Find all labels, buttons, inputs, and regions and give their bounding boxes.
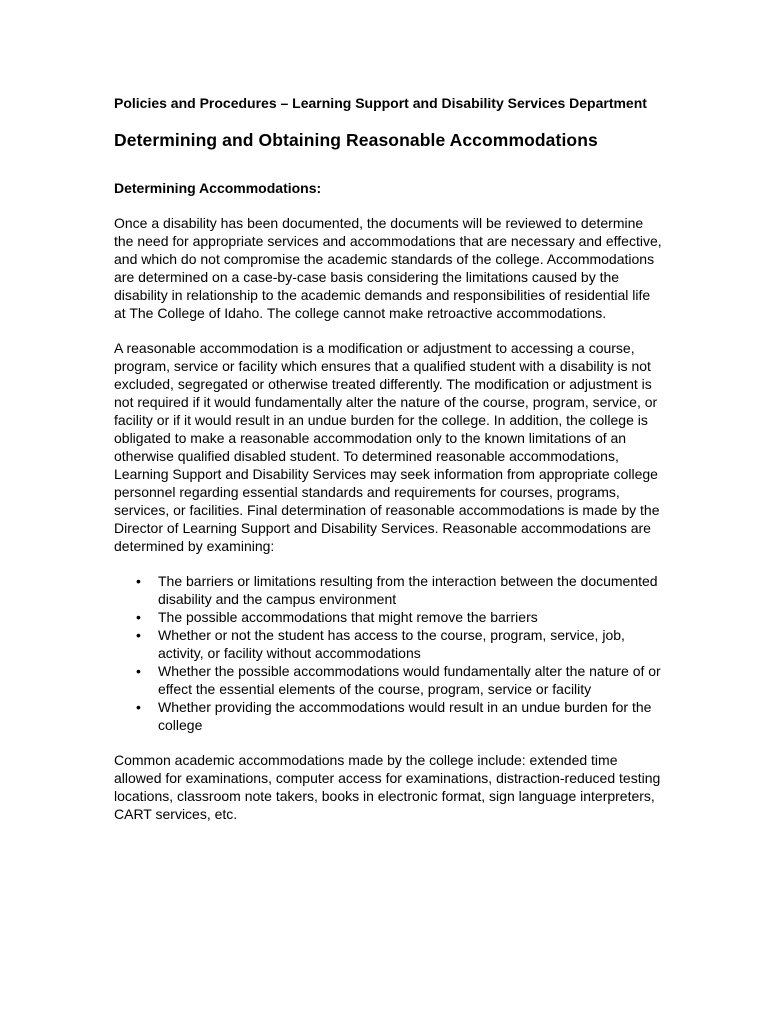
list-item: [136, 662, 662, 698]
paragraph-3: Common academic accommodations made by the college include: extended time allowed for examinations, computer access for examinations, distraction-reduced testing locations, classroom note takers, books in electronic format, sign language interpreters, CART services, etc.: [114, 752, 661, 822]
paragraph-2: A reasonable accommodation is a modification or adjustment to accessing a course, program, service or facility which ensures that a qualified student with a disability is not excluded, segregated or otherwise treated differently. The modification or adjustment is not required if it would fundamentally alter the nature of the course, program, service, or facility or if it would result in an undue burden for the college. In addition, the college is obligated to make a reasonable accommodation only to the known limitations of an otherwise qualified disabled student. To determined reasonable accommodations, Learning Support and Disability Services may seek information from appropriate college personnel regarding essential standards and requirements for courses, programs, services, or facilities. Final determination of reasonable accommodations is made by the Director of Learning Support and Disability Services. Reasonable accommodations are determined by examining:: [114, 340, 660, 554]
paragraph-1: Once a disability has been documented, the documents will be reviewed to determine the need for appropriate services and accommodations that are necessary and effective, and which do not compromise the academic standards of the college. Accommodations are determined on a case-by-case basis considering the limitations caused by the disability in relationship to the academic demands and responsibilities of residential life at The College of Idaho. The college cannot make retroactive accommodations.: [114, 215, 662, 321]
list-item-text: Whether or not the student has access to the course, program, service, job, activity, or facility without accommodations: [158, 627, 625, 661]
list-item: [136, 698, 662, 734]
bullet-icon: •: [136, 663, 141, 679]
bullet-icon: •: [136, 609, 141, 625]
bullet-icon: •: [136, 573, 141, 589]
document-title: Determining and Obtaining Reasonable Accommodations: [114, 130, 598, 150]
bullet-icon: •: [136, 627, 141, 643]
document-page: [114, 94, 662, 823]
department-heading: Policies and Procedures – Learning Support and Disability Services Department: [114, 95, 647, 111]
list-item-text: Whether providing the accommodations would result in an undue burden for the college: [158, 699, 652, 733]
list-item-text: The possible accommodations that might remove the barriers: [158, 609, 538, 625]
list-item: [136, 572, 662, 608]
bullet-icon: •: [136, 699, 141, 715]
list-item-text: Whether the possible accommodations would fundamentally alter the nature of or effect the essential elements of the course, program, service or facility: [158, 663, 661, 697]
list-item-text: The barriers or limitations resulting from the interaction between the documented disability and the campus environment: [158, 573, 658, 607]
list-item: [136, 608, 662, 626]
accommodation-criteria-list: [114, 572, 662, 734]
section-heading: Determining Accommodations:: [114, 180, 322, 196]
list-item: [136, 626, 662, 662]
